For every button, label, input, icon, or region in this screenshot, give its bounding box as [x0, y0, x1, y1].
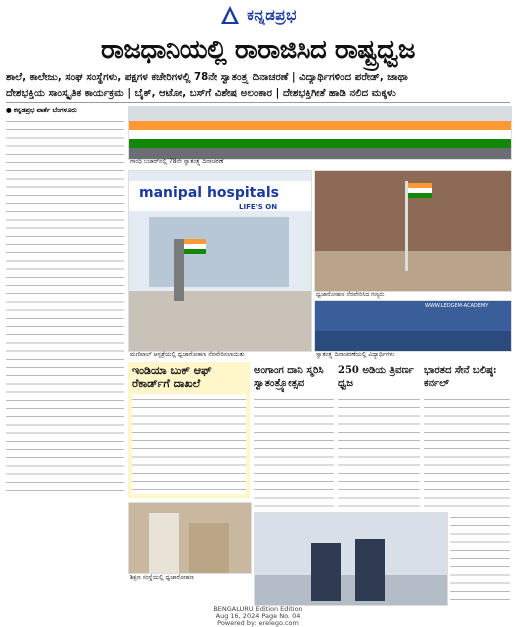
section-colonel-body [424, 394, 510, 512]
footer-date-page: Aug 16, 2024 Page No. 04 [215, 612, 301, 620]
article-byline: ● ಕನ್ನಡಪ್ರಭ ವಾರ್ತೆ ಬೆಂಗಳೂರು [6, 106, 77, 114]
bottom-left-photo [128, 502, 252, 574]
bottom-left-illustration [129, 503, 251, 573]
divider [6, 102, 510, 103]
bottom-right-illustration [255, 513, 447, 605]
section-organ-donors-title: ಅಂಗಾಂಗ ದಾನಿ ಸ್ಮರಿಸಿ ಸ್ವಾತಂತ್ರ್ಯೋತ್ಸವ [254, 365, 324, 389]
academy-sign-text: WWW.LEDGEM-ACADEMY [425, 303, 489, 309]
hospital-sign-text: manipal hospitals [139, 185, 279, 201]
academy-photo [314, 300, 512, 352]
parade-photo [128, 106, 512, 160]
section-250ft-flag-body [338, 394, 420, 512]
bottom-right-text [450, 512, 510, 604]
hospital-tagline: LIFE'S ON [239, 203, 278, 211]
parade-photo-caption: ಗಾಂಧಿ ಬಜಾರ್‌ನಲ್ಲಿ 78ನೇ ಸ್ವಾತಂತ್ರ್ಯ ದಿನಾಚರಣೆ [130, 158, 224, 165]
bottom-right-photo [254, 512, 448, 606]
flag-hoisting-photo [314, 170, 512, 292]
section-record [128, 362, 250, 498]
footer-powered: Powered by: erelego.com [217, 619, 299, 627]
article-body-left-column [6, 116, 124, 496]
newspaper-logo-icon [219, 4, 241, 26]
section-colonel [424, 362, 510, 512]
masthead [0, 0, 516, 30]
subheadline-2: ದೇಶಭಕ್ತಿಯ ಸಾಂಸ್ಕೃತಿಕ ಕಾರ್ಯಕ್ರಮ | ಬೈಕ್, ಆಟೋ, ಬಸ್‌ಗೆ ವಿಶೇಷ ಅಲಂಕಾರ | ದೇಶಭಕ್ತಿಗೀತೆ ಹಾಡಿ ನಲಿದ ಮಕ್ಕಳು [6, 88, 396, 99]
main-headline: ರಾಜಧಾನಿಯಲ್ಲಿ ರಾರಾಜಿಸಿದ ರಾಷ್ಟ್ರಧ್ವಜ [100, 35, 416, 65]
bottom-left-caption: ಶಿಕ್ಷಣ ಸಂಸ್ಥೆಯಲ್ಲಿ ಧ್ವಜಾರೋಹಣ [130, 574, 194, 581]
section-250ft-flag-title: 250 ಅಡಿಯ ತ್ರಿವರ್ಣ ಧ್ವಜ [338, 365, 414, 389]
section-colonel-title: ಭಾರತದ ಸೇನೆ ಬಲಿಷ್ಠ: ಕರ್ನಲ್ [424, 365, 497, 389]
academy-photo-caption: ಸ್ವಾತಂತ್ರ್ಯ ದಿನಾಚರಣೆಯಲ್ಲಿ ವಿದ್ಯಾರ್ಥಿಗಳು [316, 351, 395, 358]
hospital-photo-caption: ಮಣಿಪಾಲ್ ಆಸ್ಪತ್ರೆಯಲ್ಲಿ ಧ್ವಜಾರೋಹಣ ನೆರವೇರಿಸಲಾಯಿತು [130, 351, 245, 358]
section-250ft-flag [338, 362, 420, 512]
newspaper-brand: ಕನ್ನಡಪ್ರಭ [247, 6, 297, 24]
parade-illustration [129, 107, 511, 159]
section-record-title: ಇಂಡಿಯಾ ಬುಕ್ ಆಫ್ ರೆಕಾರ್ಡ್‌ಗೆ ದಾಖಲೆ [132, 364, 212, 390]
subheadline-1: ಶಾಲೆ, ಕಾಲೇಜು, ಸಂಘ ಸಂಸ್ಥೆಗಳು, ಪಕ್ಷಗಳ ಕಚೇರಿಗಳಲ್ಲಿ 78ನೇ ಸ್ವಾತಂತ್ರ್ಯ ದಿನಾಚರಣೆ | ವಿದ್ಯಾರ್ಥಿಗಳಿಂದ ಪರೇಡ್, ಜಾಥಾ [6, 72, 408, 83]
flag-hoisting-caption: ಧ್ವಜಾರೋಹಣ ನೆರವೇರಿಸಿದ ಗಣ್ಯರು [316, 291, 385, 298]
footer-edition: BENGALURU Edition Edition [213, 605, 303, 613]
section-record-body [132, 394, 246, 494]
flag-hoisting-illustration [315, 171, 511, 291]
hospital-photo [128, 170, 312, 352]
